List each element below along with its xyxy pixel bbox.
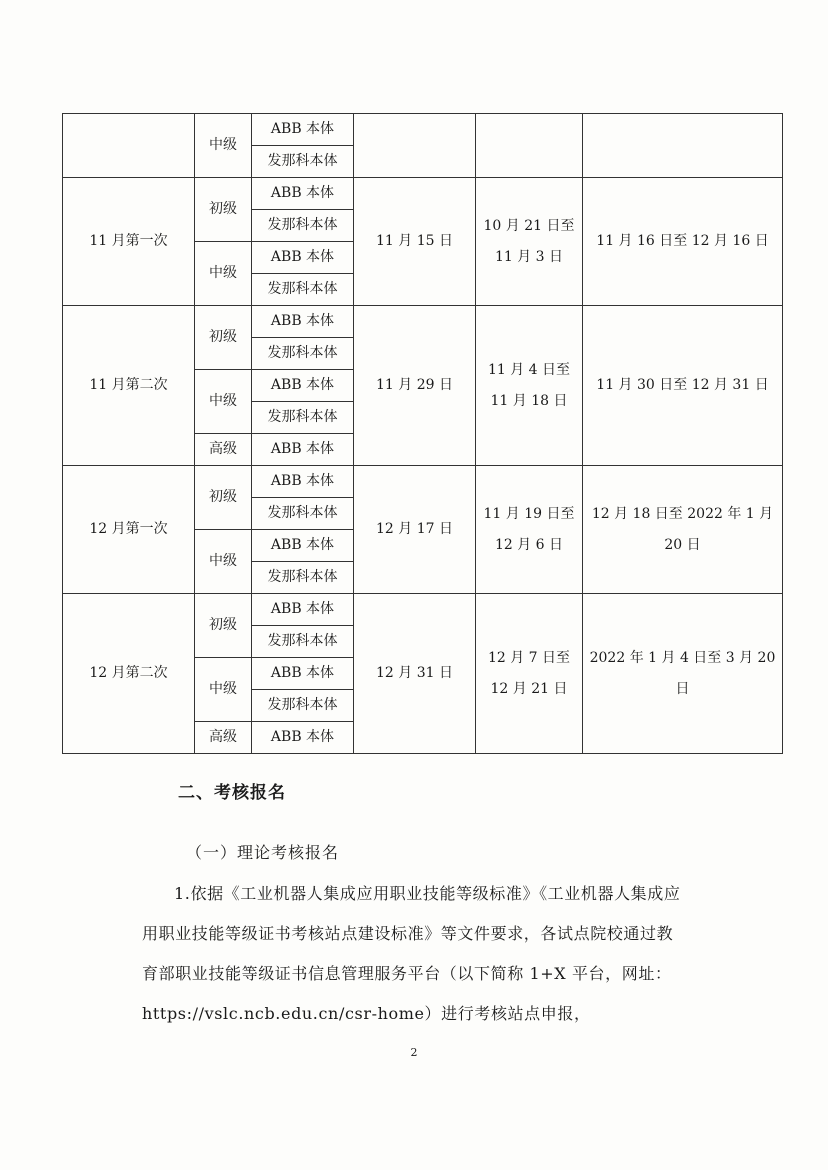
sub-heading: （一）理论考核报名: [186, 843, 340, 862]
level-cell: 初级: [195, 466, 252, 530]
robot-body-cell: ABB 本体: [252, 242, 354, 274]
register-period-cell: [476, 594, 583, 754]
register-period-cell-line: 11 月 3 日: [494, 248, 564, 265]
result-period-cell: [583, 466, 783, 594]
result-period-cell: 11 月 30 日至 12 月 31 日: [583, 306, 783, 466]
level-cell: 初级: [195, 594, 252, 658]
exam-date-cell: 11 月 15 日: [354, 178, 476, 306]
robot-body-cell: 发那科本体: [252, 690, 354, 722]
result-period-cell-line: 2022 年 1 月 4 日至 3 月 20: [589, 649, 776, 666]
result-period-cell: [583, 594, 783, 754]
register-period-cell-line: 12 月 6 日: [494, 536, 564, 553]
robot-body-cell: ABB 本体: [252, 466, 354, 498]
robot-body-cell: ABB 本体: [252, 114, 354, 146]
level-cell: 初级: [195, 306, 252, 370]
robot-body-cell: ABB 本体: [252, 306, 354, 338]
robot-body-cell: ABB 本体: [252, 370, 354, 402]
level-cell: 中级: [195, 530, 252, 594]
register-period-cell-line: 11 月 4 日至: [487, 361, 571, 378]
register-period-cell-line: 10 月 21 日至: [483, 217, 575, 234]
register-period-cell-line: 12 月 21 日: [490, 680, 568, 697]
table-row: [63, 114, 783, 146]
page-number: 2: [410, 1046, 418, 1059]
table-row: [63, 306, 783, 338]
robot-body-cell: 发那科本体: [252, 146, 354, 178]
exam-date-cell: 11 月 29 日: [354, 306, 476, 466]
session-cell: 12 月第二次: [63, 594, 195, 754]
exam-date-cell: 12 月 31 日: [354, 594, 476, 754]
table-row: [63, 466, 783, 498]
register-period-cell: [476, 178, 583, 306]
result-period-cell-line: 20 日: [664, 536, 701, 553]
level-cell: 中级: [195, 242, 252, 306]
exam-schedule-table: [62, 113, 783, 754]
register-period-cell: [476, 466, 583, 594]
session-cell: 11 月第一次: [63, 178, 195, 306]
robot-body-cell: 发那科本体: [252, 402, 354, 434]
level-cell: 中级: [195, 114, 252, 178]
robot-body-cell: 发那科本体: [252, 274, 354, 306]
result-period-cell-line: 日: [675, 680, 690, 697]
robot-body-cell: ABB 本体: [252, 722, 354, 754]
robot-body-cell: 发那科本体: [252, 338, 354, 370]
level-cell: 初级: [195, 178, 252, 242]
table-row: [63, 178, 783, 210]
register-period-cell-line: 12 月 7 日至: [487, 649, 571, 666]
robot-body-cell: 发那科本体: [252, 210, 354, 242]
section-heading: 二、考核报名: [178, 783, 286, 803]
result-period-cell-line: 12 月 18 日至 2022 年 1 月: [591, 505, 774, 522]
robot-body-cell: 发那科本体: [252, 562, 354, 594]
register-period-cell: [476, 306, 583, 466]
robot-body-cell: ABB 本体: [252, 178, 354, 210]
table-row: [63, 594, 783, 626]
session-cell: [63, 114, 195, 178]
session-cell: 12 月第一次: [63, 466, 195, 594]
register-period-cell-line: 11 月 19 日至: [483, 505, 575, 522]
result-period-cell: 11 月 16 日至 12 月 16 日: [583, 178, 783, 306]
exam-date-cell: [354, 114, 476, 178]
robot-body-cell: ABB 本体: [252, 530, 354, 562]
robot-body-cell: ABB 本体: [252, 658, 354, 690]
level-cell: 中级: [195, 370, 252, 434]
body-paragraph: 1.依据《工业机器人集成应用职业技能等级标准》《工业机器人集成应用职业技能等级证书考核站点建设标准》等文件要求，各试点院校通过教育部职业技能等级证书信息管理服务平台（以下简称 1+X 平台，网址：https://vslc.ncb.edu.cn/csr-home）进行考核站点申报，: [142, 884, 681, 1023]
exam-date-cell: 12 月 17 日: [354, 466, 476, 594]
exam-schedule-body: [63, 114, 783, 754]
robot-body-cell: 发那科本体: [252, 498, 354, 530]
session-cell: 11 月第二次: [63, 306, 195, 466]
register-period-cell: [476, 114, 583, 178]
robot-body-cell: ABB 本体: [252, 594, 354, 626]
level-cell: 高级: [195, 722, 252, 754]
result-period-cell: [583, 114, 783, 178]
robot-body-cell: 发那科本体: [252, 626, 354, 658]
level-cell: 高级: [195, 434, 252, 466]
robot-body-cell: ABB 本体: [252, 434, 354, 466]
level-cell: 中级: [195, 658, 252, 722]
register-period-cell-line: 11 月 18 日: [490, 392, 568, 409]
